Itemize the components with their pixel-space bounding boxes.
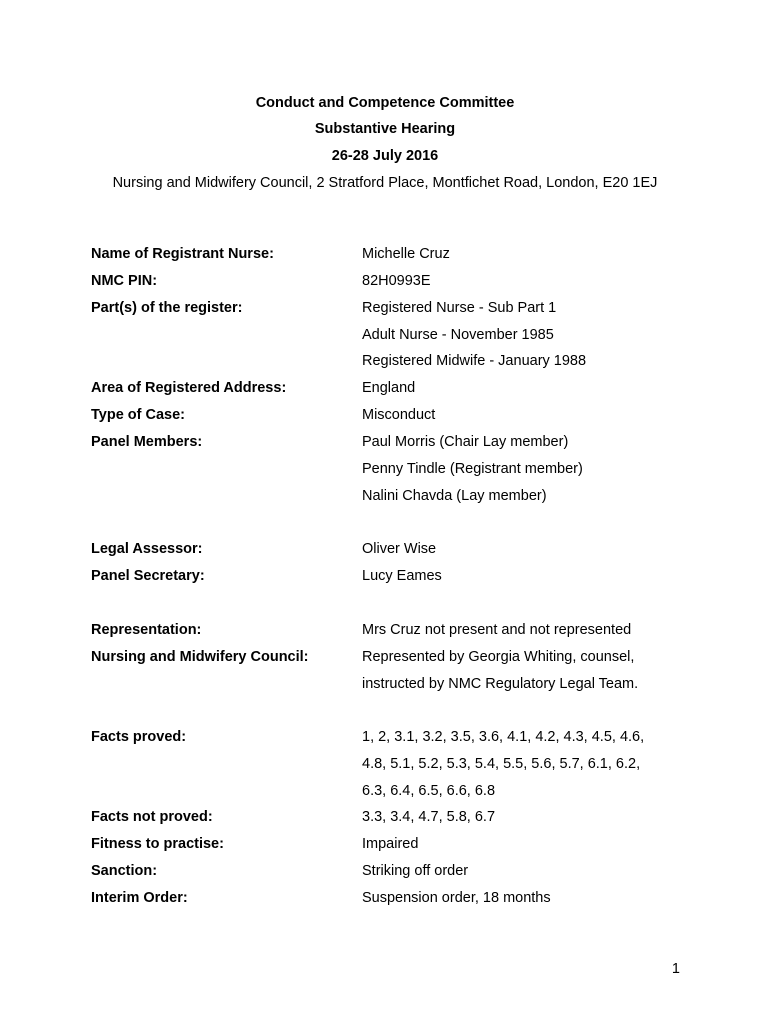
page-number: 1 <box>671 961 680 977</box>
case-type-value: Misconduct <box>362 407 436 423</box>
nmc-value-line-1: Represented by Georgia Whiting, counsel, <box>362 649 635 665</box>
register-part-3: Registered Midwife - January 1988 <box>362 353 587 369</box>
hearing-dates: 26-28 July 2016 <box>331 148 439 164</box>
register-parts-label: Part(s) of the register: <box>91 300 243 316</box>
facts-proved-label: Facts proved: <box>91 729 187 745</box>
panel-secretary-label: Panel Secretary: <box>91 568 205 584</box>
register-part-1: Registered Nurse - Sub Part 1 <box>362 300 557 316</box>
facts-proved-line-1: 1, 2, 3.1, 3.2, 3.5, 3.6, 4.1, 4.2, 4.3, 4.5, 4.6, <box>362 729 645 745</box>
representation-value: Mrs Cruz not present and not represented <box>362 622 632 638</box>
nmc-label: Nursing and Midwifery Council: <box>91 649 309 665</box>
register-part-2: Adult Nurse - November 1985 <box>362 327 554 343</box>
registrant-name-label: Name of Registrant Nurse: <box>91 246 274 262</box>
nmc-pin-label: NMC PIN: <box>91 273 158 289</box>
committee-title: Conduct and Competence Committee <box>255 95 515 111</box>
sanction-value: Striking off order <box>362 863 469 879</box>
fitness-value: Impaired <box>362 836 419 852</box>
panel-members-label: Panel Members: <box>91 434 203 450</box>
legal-assessor-value: Oliver Wise <box>362 541 437 557</box>
case-type-label: Type of Case: <box>91 407 186 423</box>
legal-assessor-label: Legal Assessor: <box>91 541 203 557</box>
registered-address-value: England <box>362 380 416 396</box>
nmc-pin-value: 82H0993E <box>362 273 431 289</box>
registrant-name-value: Michelle Cruz <box>362 246 450 262</box>
facts-not-proved-value: 3.3, 3.4, 4.7, 5.8, 6.7 <box>362 809 496 825</box>
panel-secretary-value: Lucy Eames <box>362 568 442 584</box>
nmc-value-line-2: instructed by NMC Regulatory Legal Team. <box>362 676 639 692</box>
registered-address-label: Area of Registered Address: <box>91 380 287 396</box>
facts-proved-line-3: 6.3, 6.4, 6.5, 6.6, 6.8 <box>362 783 496 799</box>
interim-order-label: Interim Order: <box>91 890 188 906</box>
hearing-type: Substantive Hearing <box>314 121 456 137</box>
fitness-label: Fitness to practise: <box>91 836 224 852</box>
hearing-venue: Nursing and Midwifery Council, 2 Stratford Place, Montfichet Road, London, E20 1EJ <box>112 175 658 191</box>
panel-member-1: Paul Morris (Chair Lay member) <box>362 434 569 450</box>
panel-member-3: Nalini Chavda (Lay member) <box>362 488 547 504</box>
facts-proved-line-2: 4.8, 5.1, 5.2, 5.3, 5.4, 5.5, 5.6, 5.7, 6.1, 6.2, <box>362 756 641 772</box>
facts-not-proved-label: Facts not proved: <box>91 809 213 825</box>
interim-order-value: Suspension order, 18 months <box>362 890 551 906</box>
panel-member-2: Penny Tindle (Registrant member) <box>362 461 583 477</box>
representation-label: Representation: <box>91 622 202 638</box>
sanction-label: Sanction: <box>91 863 158 879</box>
